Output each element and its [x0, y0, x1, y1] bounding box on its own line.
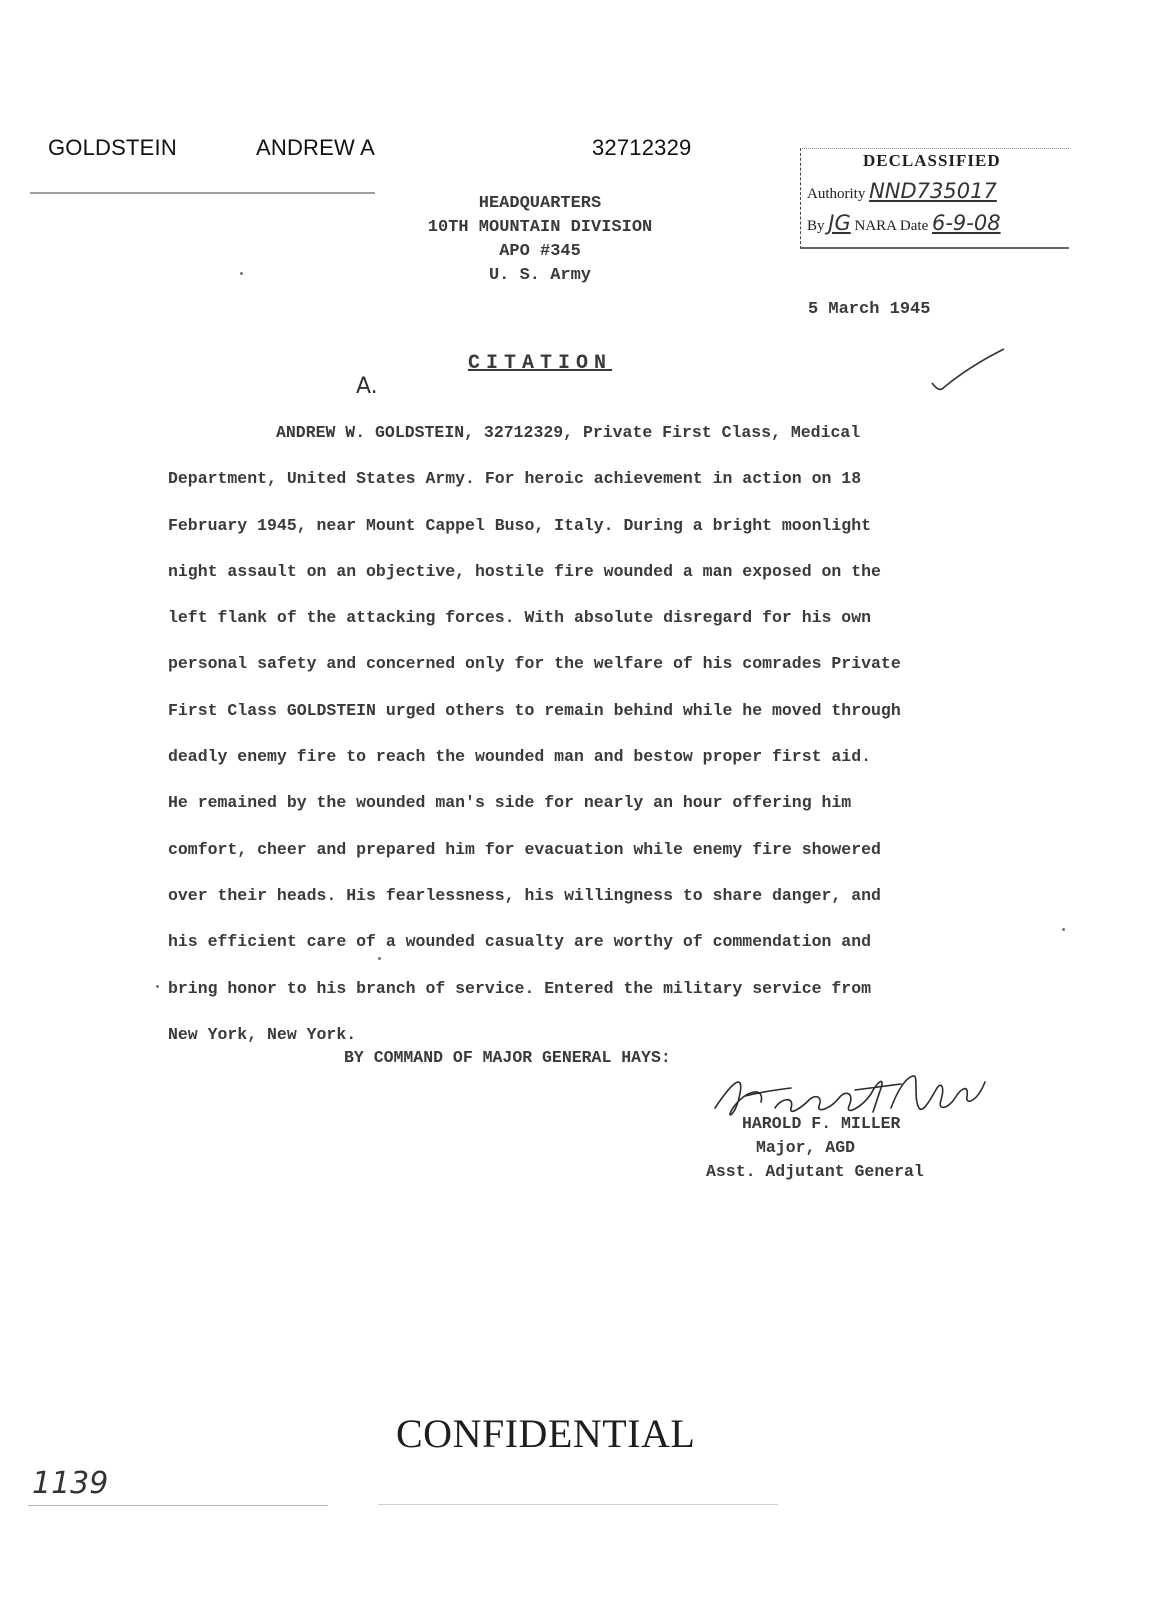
stamp-nara-label: NARA Date [854, 218, 929, 234]
letter-date: 5 March 1945 [808, 300, 931, 319]
citation-body [168, 410, 1028, 1058]
stamp-authority-row [807, 179, 997, 203]
scan-speck [240, 272, 243, 275]
stamp-by-row [807, 211, 1001, 235]
footer-rule-faint [378, 1504, 778, 1505]
header-rule [30, 192, 375, 194]
body-line: He remained by the wounded man's side for nearly an hour offering him [168, 793, 852, 813]
stamp-by-value: JG [828, 211, 851, 235]
letterhead-line1: HEADQUARTERS [478, 194, 602, 213]
scan-speck [378, 957, 381, 960]
body-line: ANDREW W. GOLDSTEIN, 32712329, Private First Class, Medical [276, 423, 861, 442]
given-name: ANDREW A [256, 135, 375, 160]
body-line: First Class GOLDSTEIN urged others to remain behind while he moved through [168, 700, 901, 720]
signature-block [706, 1112, 924, 1184]
letterhead-line2: 10TH MOUNTAIN DIVISION [427, 218, 653, 237]
body-line: his efficient care of a wounded casualty are worthy of commendation and [168, 932, 872, 952]
stamp-authority-value: NND735017 [869, 179, 997, 203]
body-line: personal safety and concerned only for the welfare of his comrades Private [168, 654, 901, 674]
stamp-authority-label: Authority [807, 186, 866, 202]
body-line: left flank of the attacking forces. With absolute disregard for his own [168, 608, 872, 628]
command-line: BY COMMAND OF MAJOR GENERAL HAYS: [344, 1048, 671, 1067]
classification-marking: CONFIDENTIAL [396, 1411, 696, 1456]
body-line: night assault on an objective, hostile fire wounded a man exposed on the [168, 561, 881, 581]
letterhead-line3: APO #345 [499, 242, 581, 261]
stamp-by-label: By [807, 218, 825, 234]
signer-rank: Major, AGD [756, 1138, 856, 1157]
body-line: February 1945, near Mount Cappel Buso, Italy. During a bright moonlight [168, 515, 872, 535]
handwritten-initial: A. [356, 374, 378, 399]
footer-rule [28, 1505, 328, 1506]
page-number: 1139 [32, 1466, 109, 1501]
scan-speck [1062, 928, 1065, 931]
letterhead-line4: U. S. Army [488, 266, 592, 285]
scan-speck [156, 985, 159, 988]
letterhead [390, 192, 690, 288]
signer-name: HAROLD F. MILLER [742, 1114, 901, 1133]
body-line: deadly enemy fire to reach the wounded man and bestow proper first aid. [168, 747, 872, 767]
declassified-stamp [800, 148, 1069, 249]
signer-title: Asst. Adjutant General [706, 1162, 924, 1181]
surname: GOLDSTEIN [48, 135, 177, 160]
stamp-date-value: 6-9-08 [931, 211, 1001, 235]
body-line: New York, New York. [168, 1024, 357, 1044]
citation-title: CITATION [467, 352, 612, 375]
service-number: 32712329 [592, 135, 692, 160]
body-line: comfort, cheer and prepared him for evacuation while enemy fire showered [168, 839, 881, 859]
body-line: Department, United States Army. For heroic achievement in action on 18 [168, 469, 862, 489]
body-line: bring honor to his branch of service. Entered the military service from [168, 978, 872, 998]
checkmark-icon [928, 345, 1008, 395]
stamp-title: DECLASSIFIED [863, 151, 1001, 170]
body-line: over their heads. His fearlessness, his willingness to share danger, and [168, 885, 881, 905]
